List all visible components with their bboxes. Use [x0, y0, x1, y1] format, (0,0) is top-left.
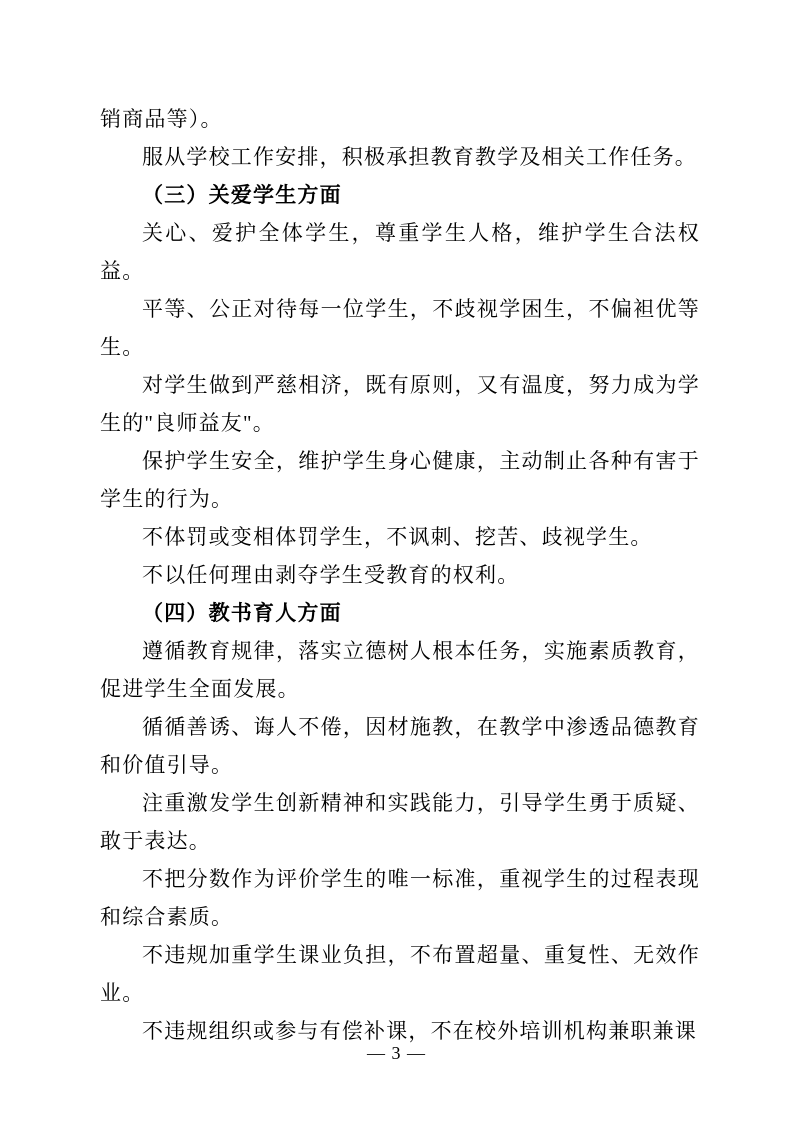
paragraph: 不违规加重学生课业负担，不布置超量、重复性、无效作业。 [100, 943, 700, 1005]
paragraph: 销商品等）。 [100, 107, 223, 131]
paragraph: 关心、爱护全体学生，尊重学生人格，维护学生合法权益。 [100, 221, 700, 283]
paragraph: 保护学生安全，维护学生身心健康，主动制止各种有害于学生的行为。 [100, 449, 700, 511]
paragraph: 服从学校工作安排，积极承担教育教学及相关工作任务。 [142, 145, 697, 169]
paragraph: 遵循教育规律，落实立德树人根本任务，实施素质教育，促进学生全面发展。 [100, 639, 700, 701]
paragraph: 对学生做到严慈相济，既有原则，又有温度，努力成为学生的"良师益友"。 [100, 373, 700, 435]
page-number: — 3 — [367, 1043, 426, 1063]
section-heading: （四）教书育人方面 [142, 601, 342, 625]
paragraph: 平等、公正对待每一位学生，不歧视学困生，不偏袒优等生。 [100, 297, 700, 359]
paragraph: 不违规组织或参与有偿补课，不在校外培训机构兼职兼课 [142, 1019, 697, 1043]
document-body [100, 100, 700, 1050]
paragraph: 循循善诱、诲人不倦，因材施教，在教学中渗透品德教育和价值引导。 [100, 715, 700, 777]
paragraph: 不体罚或变相体罚学生，不讽刺、挖苦、歧视学生。 [142, 525, 653, 549]
section-heading: （三）关爱学生方面 [142, 183, 342, 207]
paragraph: 不以任何理由剥夺学生受教育的权利。 [142, 563, 520, 587]
paragraph: 不把分数作为评价学生的唯一标准，重视学生的过程表现和综合素质。 [100, 867, 700, 929]
paragraph: 注重激发学生创新精神和实践能力，引导学生勇于质疑、敢于表达。 [100, 791, 700, 853]
